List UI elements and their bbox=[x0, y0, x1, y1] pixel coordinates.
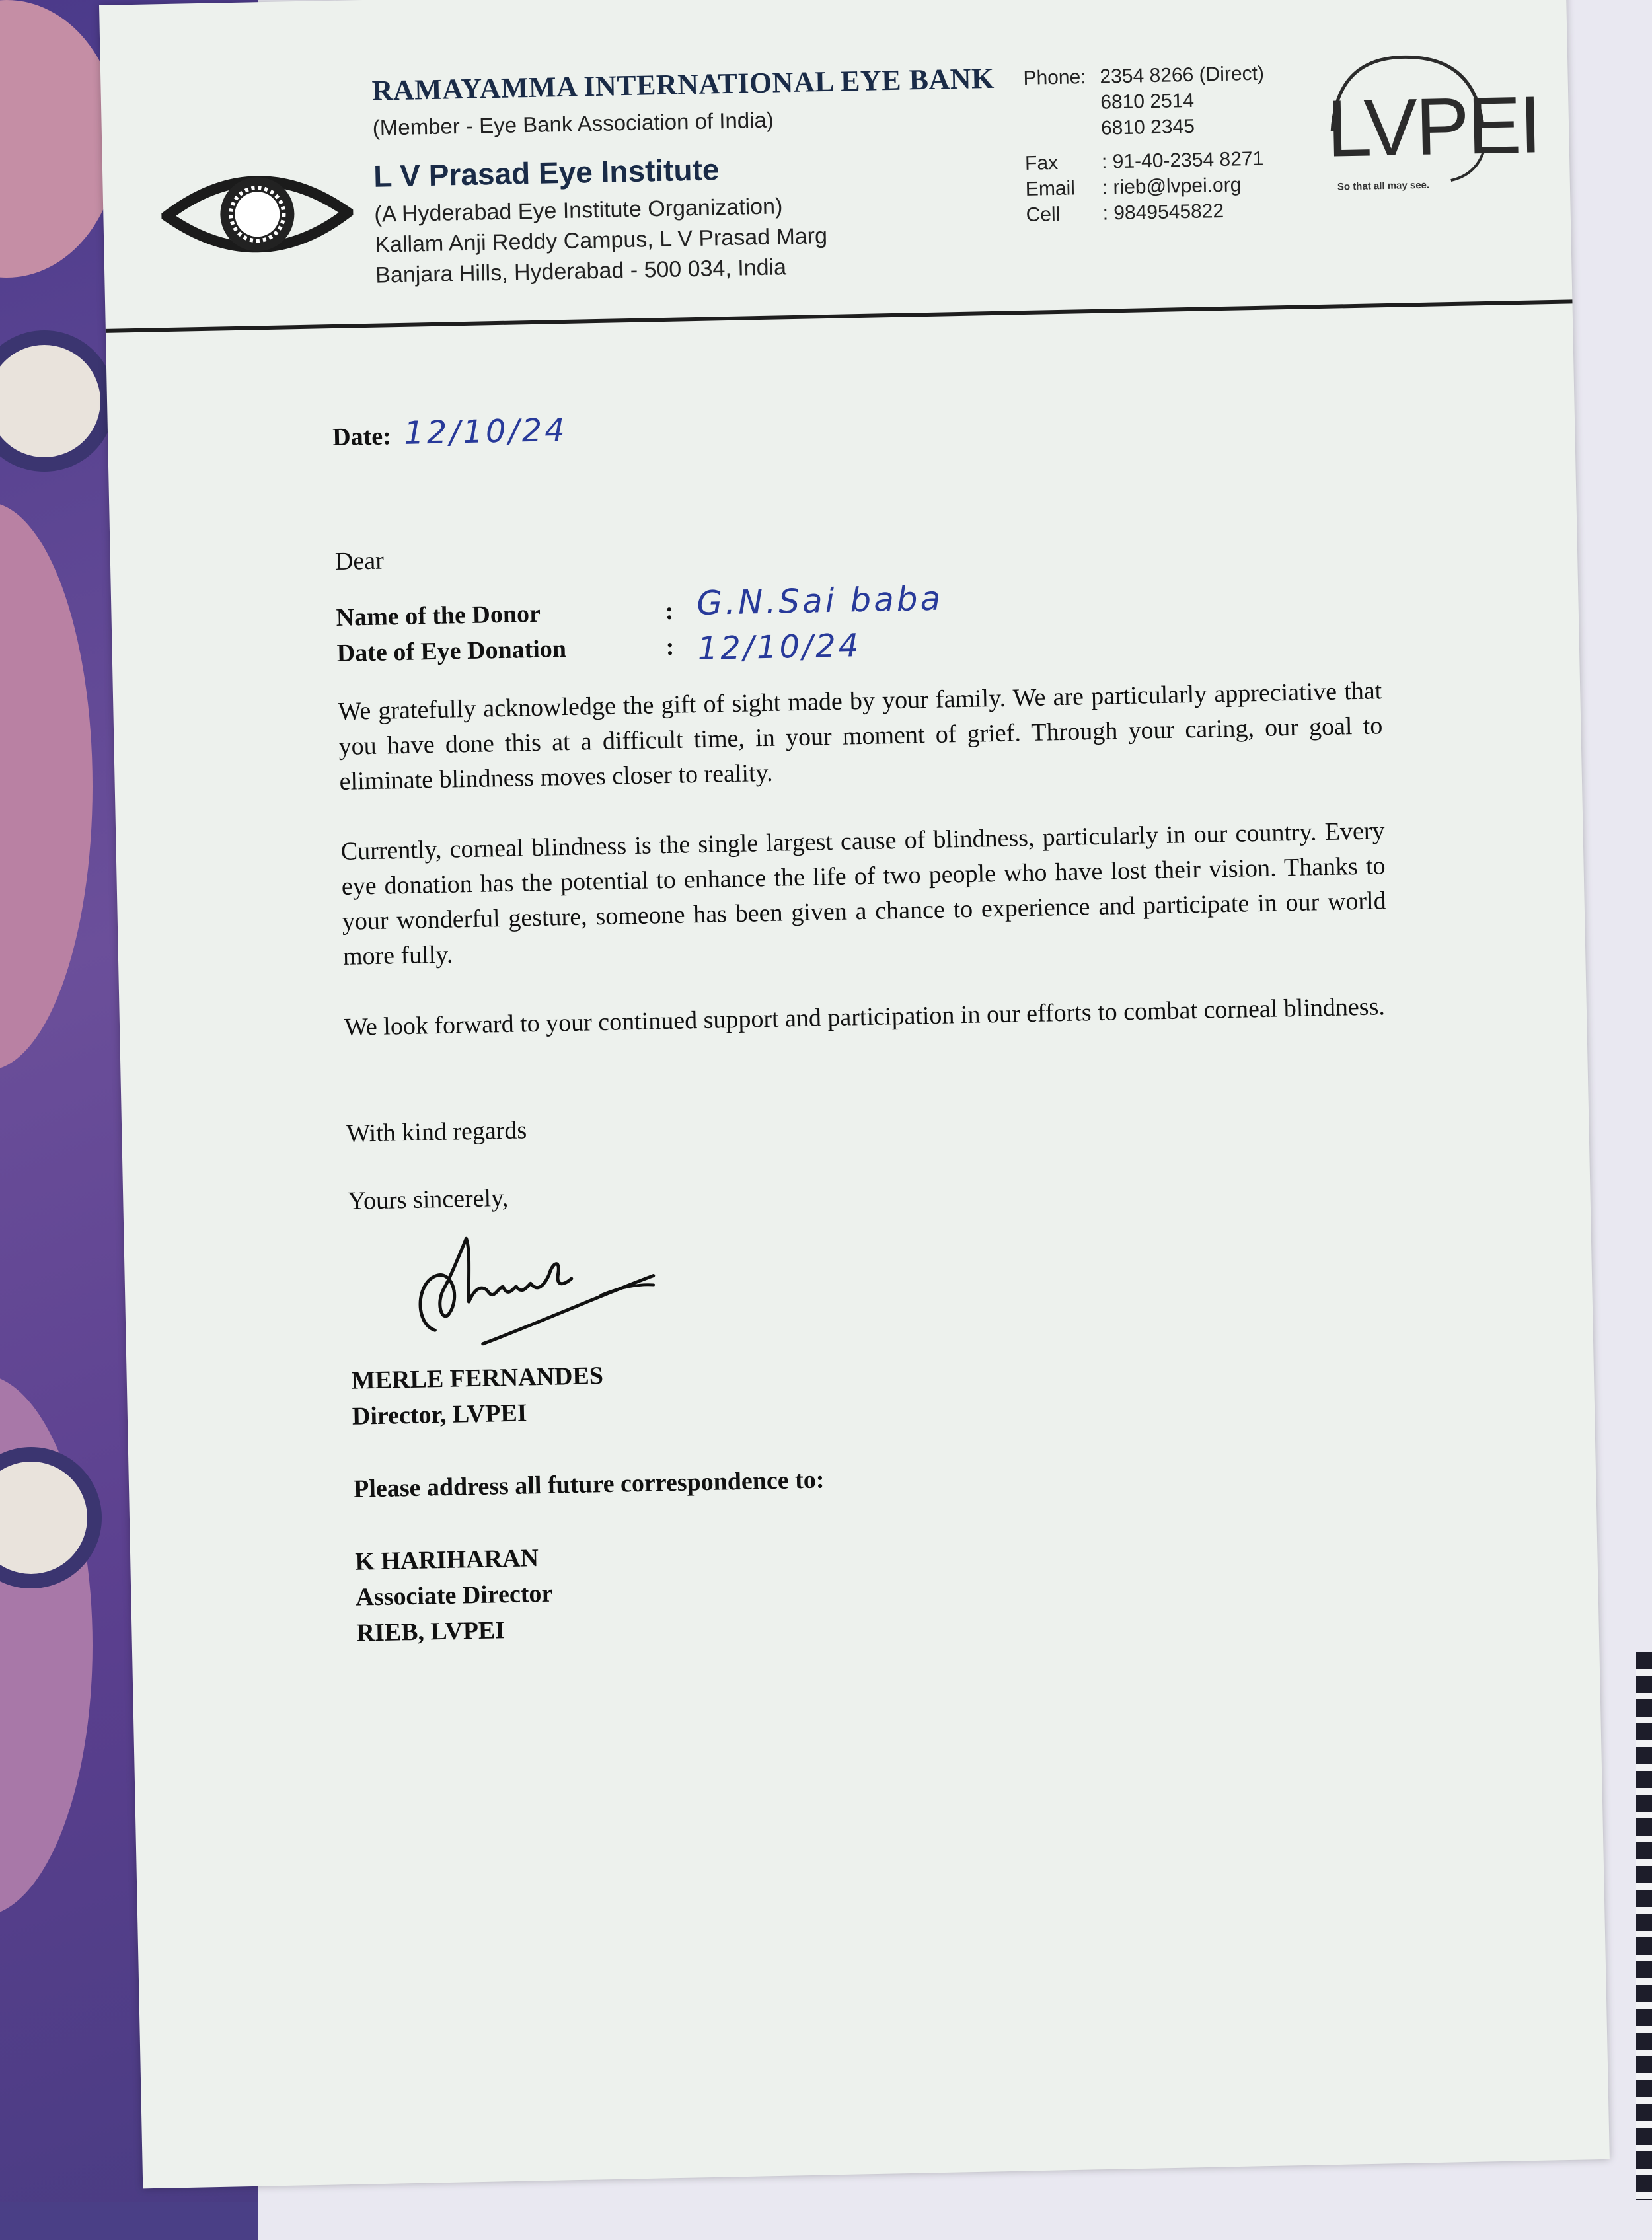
institute-name: L V Prasad Eye Institute bbox=[373, 152, 720, 194]
signatory-title: Director, LVPEI bbox=[352, 1399, 527, 1431]
fabric-pattern bbox=[0, 502, 93, 1070]
contact-key bbox=[1024, 118, 1102, 145]
closing-sincerely: Yours sincerely, bbox=[347, 1183, 509, 1215]
date-value: 12/10/24 bbox=[403, 411, 568, 452]
letterhead-divider bbox=[106, 299, 1573, 333]
institute-org: (A Hyderabad Eye Institute Organization) bbox=[374, 194, 783, 227]
contact-key: Fax bbox=[1024, 151, 1059, 174]
paragraph-3: We look forward to your continued support and participation in our efforts to combat corneal blindness. bbox=[344, 992, 1386, 1041]
donor-name-value: G.N.Sai baba bbox=[696, 579, 944, 623]
org-membership: (Member - Eye Bank Association of India) bbox=[372, 107, 774, 140]
contact-row bbox=[1023, 63, 1264, 93]
letter-page bbox=[99, 0, 1610, 2188]
contact-row bbox=[1026, 174, 1267, 204]
contact-name: K HARIHARAN bbox=[354, 1544, 539, 1576]
fabric-dot bbox=[0, 330, 115, 472]
contact-value: 2354 8266 (Direct) bbox=[1100, 62, 1265, 88]
field-colon: : bbox=[665, 597, 674, 625]
correspondence-note: Please address all future correspondence to: bbox=[353, 1466, 825, 1503]
date-label: Date: bbox=[332, 422, 392, 452]
salutation: Dear bbox=[334, 546, 385, 576]
paragraph-1: We gratefully acknowledge the gift of sight made by your family. We are particularly appreciative that you have done this at a difficult time, in your moment of grief. Through your caring, our goal to eliminate blindness moves closer to reality. bbox=[338, 677, 1383, 796]
contact-block bbox=[1023, 63, 1267, 230]
contact-value: 6810 2514 bbox=[1100, 89, 1195, 114]
contact-row bbox=[1026, 200, 1267, 230]
contact-org: RIEB, LVPEI bbox=[356, 1616, 506, 1647]
address-line-2: Banjara Hills, Hyderabad - 500 034, India bbox=[375, 254, 787, 288]
contact-value: : 91-40-2354 8271 bbox=[1101, 147, 1264, 173]
org-name: RAMAYAMMA INTERNATIONAL EYE BANK bbox=[371, 61, 995, 107]
signatory-name: MERLE FERNANDES bbox=[351, 1362, 604, 1395]
contact-value: : rieb@lvpei.org bbox=[1102, 174, 1242, 199]
contact-value: : 9849545822 bbox=[1102, 200, 1224, 225]
field-colon: : bbox=[665, 632, 675, 661]
donor-name-row bbox=[336, 579, 944, 632]
closing-regards: With kind regards bbox=[346, 1116, 527, 1148]
contact-key: Phone: bbox=[1023, 66, 1086, 89]
address-line-1: Kallam Anji Reddy Campus, L V Prasad Marg bbox=[374, 223, 828, 258]
donation-date-value: 12/10/24 bbox=[697, 627, 862, 668]
contact-key: Email bbox=[1025, 177, 1076, 200]
lvpei-brand-logo bbox=[1316, 49, 1541, 198]
contact-row bbox=[1024, 114, 1265, 145]
underlying-sheet-edge bbox=[1636, 1652, 1652, 2200]
brand-name: LVPEI bbox=[1326, 79, 1541, 174]
contact-value: 6810 2345 bbox=[1100, 115, 1195, 139]
donation-date-label: Date of Eye Donation bbox=[336, 635, 567, 667]
contact-key: Cell bbox=[1026, 203, 1061, 226]
brand-tagline: So that all may see. bbox=[1337, 179, 1430, 193]
contact-key bbox=[1024, 92, 1101, 119]
donor-label: Name of the Donor bbox=[336, 599, 541, 632]
donation-date-row bbox=[336, 628, 862, 675]
eye-logo-icon bbox=[161, 156, 354, 272]
signature-icon bbox=[401, 1220, 681, 1357]
contact-title: Associate Director bbox=[356, 1579, 553, 1612]
paragraph-2: Currently, corneal blindness is the single largest cause of blindness, particularly in our country. Every eye donation has the potential to enhance the life of two people who have lost their vision. Thanks to your wonderful gesture, someone has been given a chance to experience and participate in our world more fully. bbox=[340, 817, 1387, 971]
date-line bbox=[332, 412, 568, 455]
